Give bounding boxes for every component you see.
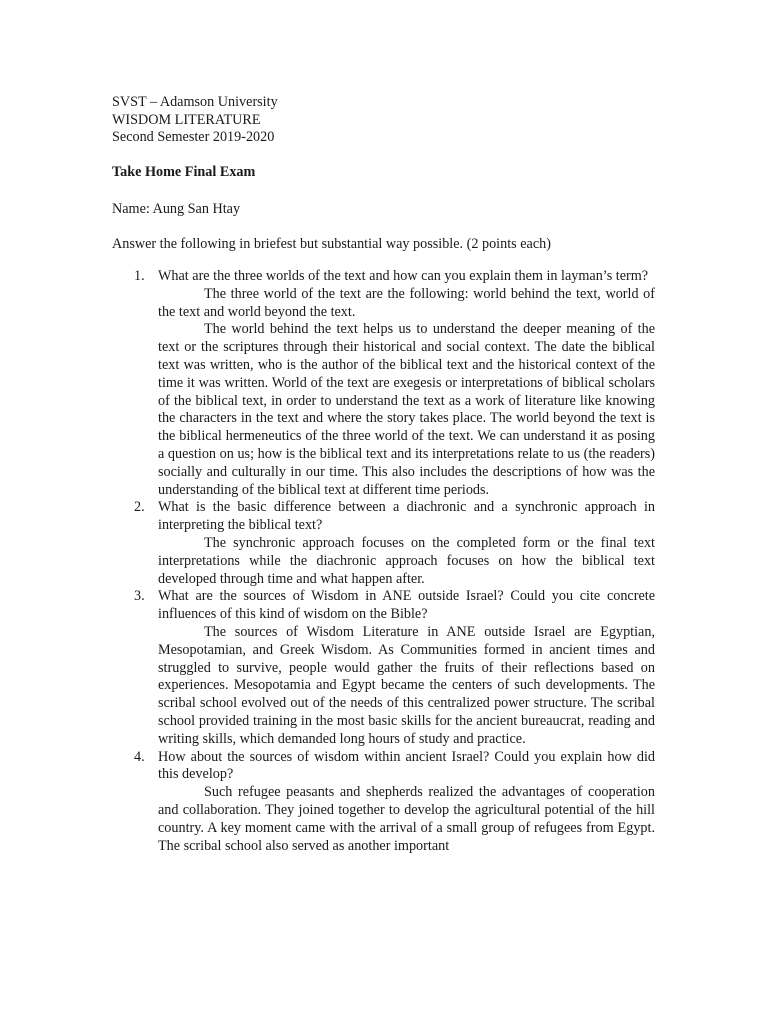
question-item-2 — [112, 499, 655, 588]
answer-paragraph: The synchronic approach focuses on the completed form or the final text interpretations while the diachronic approach focuses on how the biblical text developed through time and what happen after. — [158, 534, 655, 587]
course-name: WISDOM LITERATURE — [112, 111, 261, 128]
question-item-1 — [112, 268, 655, 499]
question-number: 3. — [134, 588, 145, 605]
exam-title: Take Home Final Exam — [112, 164, 256, 180]
question-text: What is the basic difference between a diachronic and a synchronic approach in interpreting the biblical text? — [158, 499, 655, 534]
question-text: What are the sources of Wisdom in ANE outside Israel? Could you cite concrete influences of this kind of wisdom on the Bible? — [158, 588, 655, 623]
answer-block — [158, 624, 655, 749]
answer-block — [158, 535, 655, 588]
instructions: Answer the following in briefest but substantial way possible. (2 points each) — [112, 236, 551, 252]
question-text: How about the sources of wisdom within ancient Israel? Could you explain how did this develop? — [158, 748, 655, 783]
answer-block — [158, 784, 655, 855]
student-name-line: Name: Aung San Htay — [112, 201, 241, 217]
answer-paragraph: Such refugee peasants and shepherds realized the advantages of cooperation and collaboration. They joined together to develop the agricultural potential of the hill country. A key moment came with the arrival of a small group of refugees from Egypt. The scribal school also served as another important — [158, 784, 655, 854]
question-item-4 — [112, 749, 655, 856]
question-list — [112, 268, 655, 855]
question-text: What are the three worlds of the text and how can you explain them in layman’s term? — [158, 268, 649, 284]
question-number: 1. — [134, 268, 145, 284]
answer-block — [158, 286, 655, 500]
question-item-3 — [112, 588, 655, 748]
question-number: 2. — [134, 499, 145, 516]
answer-paragraph: The world behind the text helps us to understand the deeper meaning of the text or the scriptures through their historical and social context. The date the biblical text was written, who is the author of the biblical text and the historical context of the time it was written. World of the text are exegesis or interpretations of biblical scholars of the biblical text, in order to understand the text as a work of literature like knowing the characters in the text and where the story takes place. The world beyond the text is the biblical hermeneutics of the three world of the text. We can understand it as posing a question on us; how is the biblical text and its interpretations relate to us (the readers) socially and culturally in our time. This also includes the descriptions of how was the understanding of the biblical text at different time periods. — [158, 321, 655, 498]
answer-paragraph: The sources of Wisdom Literature in ANE outside Israel are Egyptian, Mesopotamian, and Greek Wisdom. As Communities formed in ancient times and struggled to survive, people would gather the fruits of their reflections based on experiences. Mesopotamia and Egypt became the centers of such developments. The scribal school evolved out of the needs of this centralized power structure. The scribal school provided training in the most basic skills for the ancient bureaucrat, reading and writing skills, which demanded long hours of study and practice. — [158, 623, 655, 747]
question-number: 4. — [134, 748, 145, 765]
school-name: SVST – Adamson University — [112, 94, 278, 110]
semester-label: Second Semester 2019-2020 — [112, 129, 275, 146]
answer-paragraph: The three world of the text are the following: world behind the text, world of the text and world beyond the text. — [158, 285, 655, 320]
document-header — [112, 94, 278, 147]
